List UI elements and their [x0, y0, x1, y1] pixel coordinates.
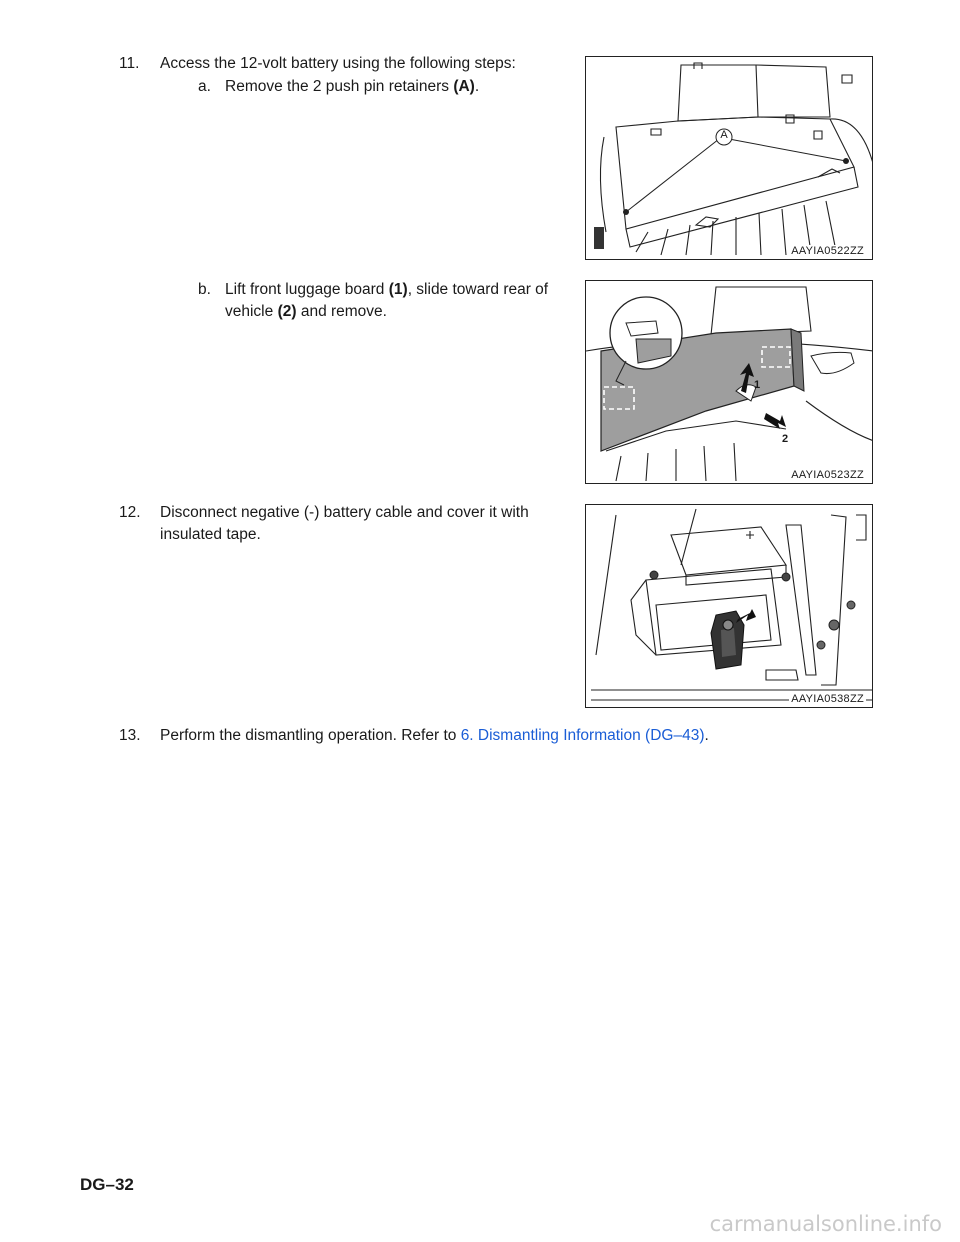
- step-number: 12.: [119, 504, 141, 521]
- page-number: DG–32: [80, 1175, 134, 1194]
- substep-letter: a.: [198, 78, 211, 95]
- callout-ref-1: (1): [388, 281, 408, 298]
- substep-text-line1: Lift front luggage board (1), slide toward rear of: [225, 281, 549, 298]
- figure-code: AAYIA0538ZZ: [791, 693, 864, 705]
- callout-label-a: A: [720, 129, 728, 141]
- dismantling-info-link[interactable]: 6. Dismantling Information (DG–43): [460, 727, 705, 744]
- figure-code: AAYIA0522ZZ: [791, 245, 864, 257]
- luggage-board-removal-illustration: [586, 281, 873, 484]
- step-number: 13.: [119, 727, 141, 744]
- callout-label-1: 1: [754, 379, 761, 391]
- step-text-line1: Disconnect negative (-) battery cable and cover it with: [160, 504, 529, 521]
- step-12: [119, 502, 569, 550]
- callout-ref-a: (A): [453, 78, 475, 95]
- step-11: [119, 53, 569, 77]
- figure-push-pin-retainers: [585, 56, 873, 260]
- substep-letter: b.: [198, 281, 211, 298]
- battery-illustration: [586, 505, 873, 708]
- watermark: carmanualsonline.info: [709, 1212, 942, 1236]
- callout-ref-2: (2): [277, 303, 297, 320]
- callout-label-2: 2: [782, 433, 789, 445]
- step-11b: [198, 279, 578, 327]
- substep-text-line2: vehicle (2) and remove.: [225, 303, 387, 320]
- step-text: Access the 12-volt battery using the following steps:: [160, 55, 516, 72]
- step-text-line2: insulated tape.: [160, 526, 261, 543]
- substep-text: Remove the 2 push pin retainers (A).: [225, 78, 480, 95]
- luggage-board-illustration: [586, 57, 873, 260]
- step-11a: [198, 76, 578, 100]
- figure-lift-luggage-board: [585, 280, 873, 484]
- step-number: 11.: [119, 55, 140, 72]
- figure-battery-cable: [585, 504, 873, 708]
- step-13: [119, 725, 839, 749]
- figure-code: AAYIA0523ZZ: [791, 469, 864, 481]
- step-text: Perform the dismantling operation. Refer to 6. Dismantling Information (DG–43).: [160, 727, 709, 744]
